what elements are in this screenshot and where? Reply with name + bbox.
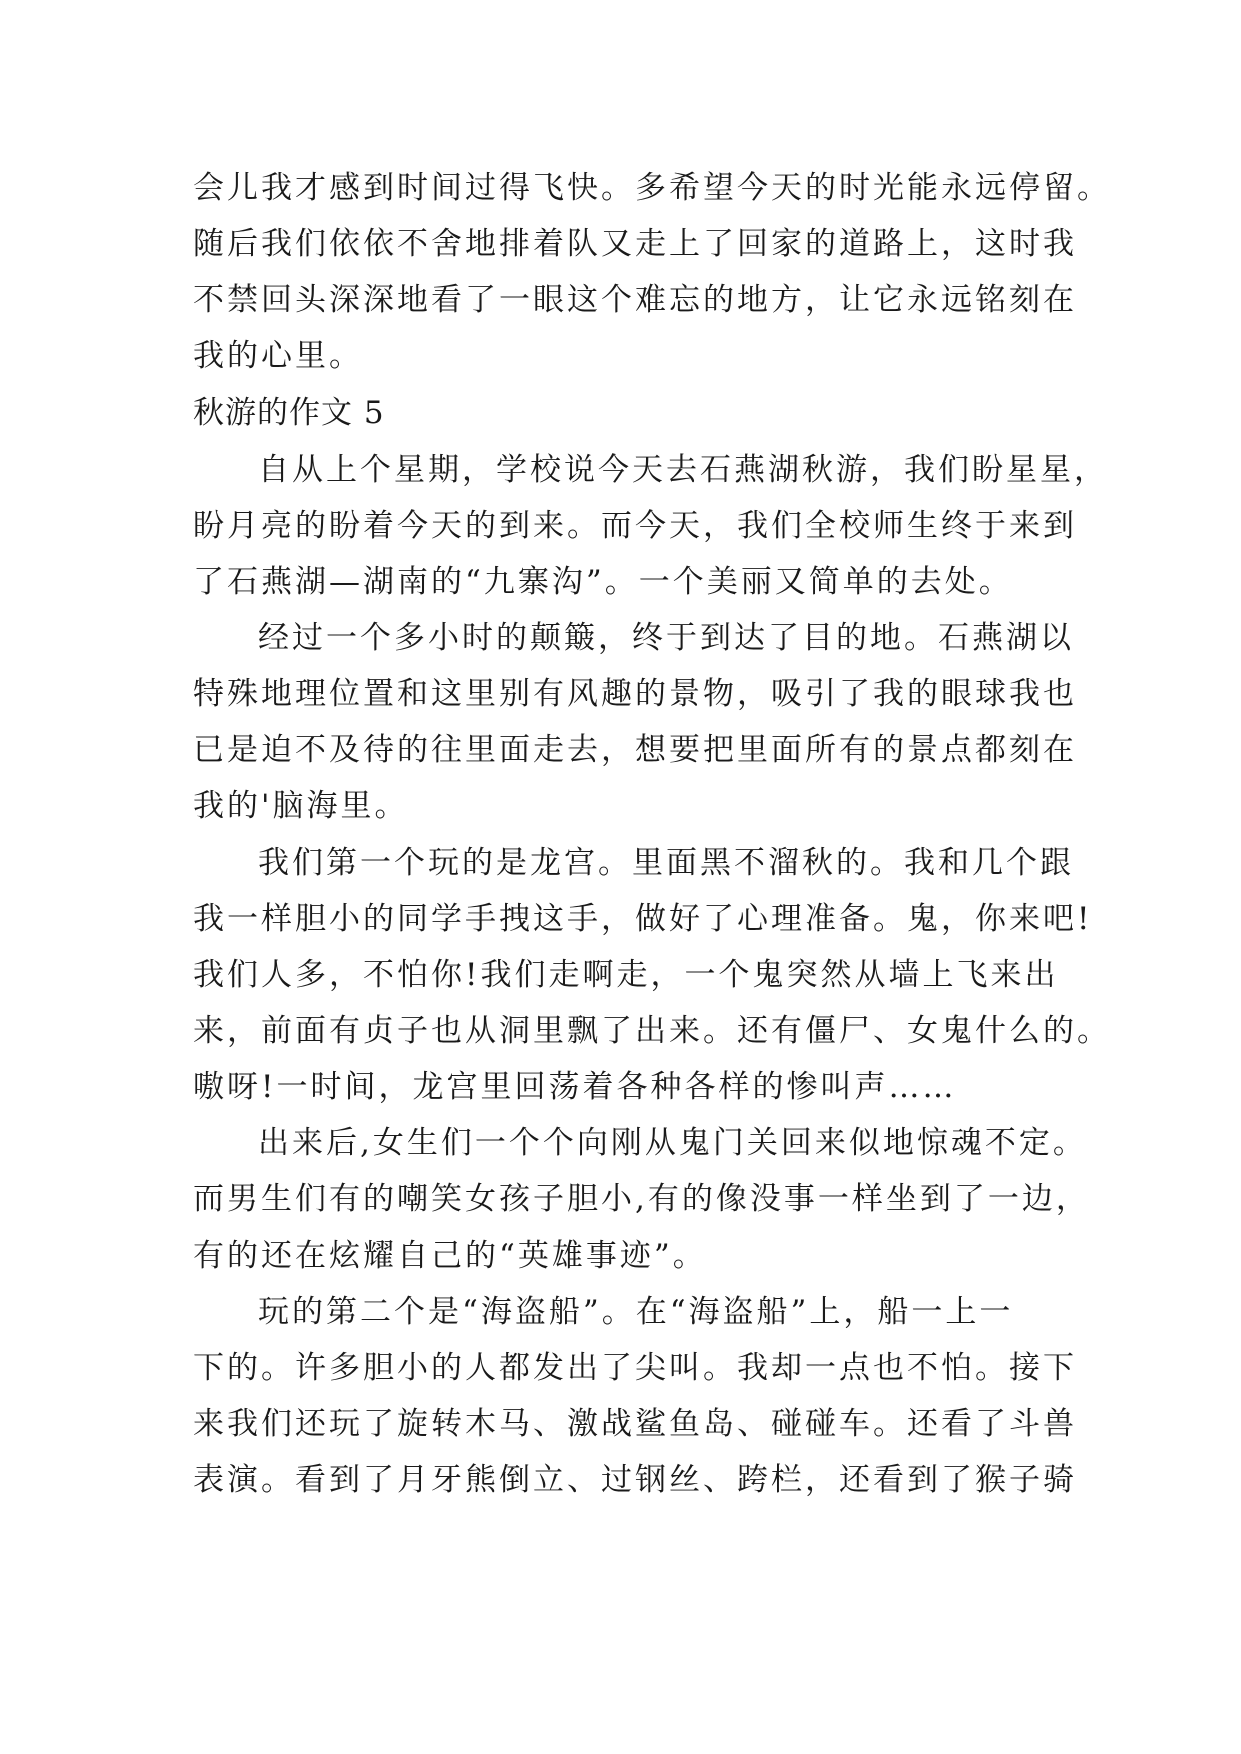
text-line: 我的心里。 xyxy=(193,338,363,374)
text-line: 我的'脑海里。 xyxy=(193,788,409,824)
text-line: 了石燕湖—湖南的“九寨沟”。一个美丽又简单的去处。 xyxy=(193,564,1013,600)
text-line: 会儿我才感到时间过得飞快。多希望今天的时光能永远停留。 xyxy=(193,170,1111,206)
text-line: 来，前面有贞子也从洞里飘了出来。还有僵尸、女鬼什么的。 xyxy=(193,1013,1111,1049)
paragraph-first-line: 我们第一个玩的是龙宫。里面黑不溜秋的。我和几个跟 xyxy=(258,845,1074,881)
text-line: 我们人多，不怕你!我们走啊走，一个鬼突然从墙上飞来出 xyxy=(193,957,1059,993)
text-line: 盼月亮的盼着今天的到来。而今天，我们全校师生终于来到 xyxy=(193,508,1077,544)
text-line: 而男生们有的嘲笑女孩子胆小,有的像没事一样坐到了一边， xyxy=(193,1181,1090,1217)
paragraph-first-line: 出来后,女生们一个个向刚从鬼门关回来似地惊魂不定。 xyxy=(258,1125,1087,1161)
text-line: 不禁回头深深地看了一眼这个难忘的地方，让它永远铭刻在 xyxy=(193,282,1077,318)
paragraph-first-line: 自从上个星期，学校说今天去石燕湖秋游，我们盼星星， xyxy=(258,452,1108,488)
text-line: 来我们还玩了旋转木马、激战鲨鱼岛、碰碰车。还看了斗兽 xyxy=(193,1406,1077,1442)
text-line: 有的还在炫耀自己的“英雄事迹”。 xyxy=(193,1238,707,1274)
text-line: 下的。许多胆小的人都发出了尖叫。我却一点也不怕。接下 xyxy=(193,1350,1077,1386)
paragraph-first-line: 经过一个多小时的颠簸，终于到达了目的地。石燕湖以 xyxy=(258,620,1074,656)
paragraph-first-line: 玩的第二个是“海盗船”。在“海盗船”上，船一上一 xyxy=(258,1294,1014,1330)
text-line: 特殊地理位置和这里别有风趣的景物，吸引了我的眼球我也 xyxy=(193,676,1077,712)
text-line: 随后我们依依不舍地排着队又走上了回家的道路上，这时我 xyxy=(193,226,1077,262)
section-heading: 秋游的作文 5 xyxy=(193,395,385,431)
text-line: 已是迫不及待的往里面走去，想要把里面所有的景点都刻在 xyxy=(193,732,1077,768)
text-line: 嗷呀!一时间，龙宫里回荡着各种各样的惨叫声…… xyxy=(193,1069,957,1105)
text-line: 表演。看到了月牙熊倒立、过钢丝、跨栏，还看到了猴子骑 xyxy=(193,1462,1077,1498)
text-line: 我一样胆小的同学手拽这手，做好了心理准备。鬼，你来吧! xyxy=(193,901,1093,937)
